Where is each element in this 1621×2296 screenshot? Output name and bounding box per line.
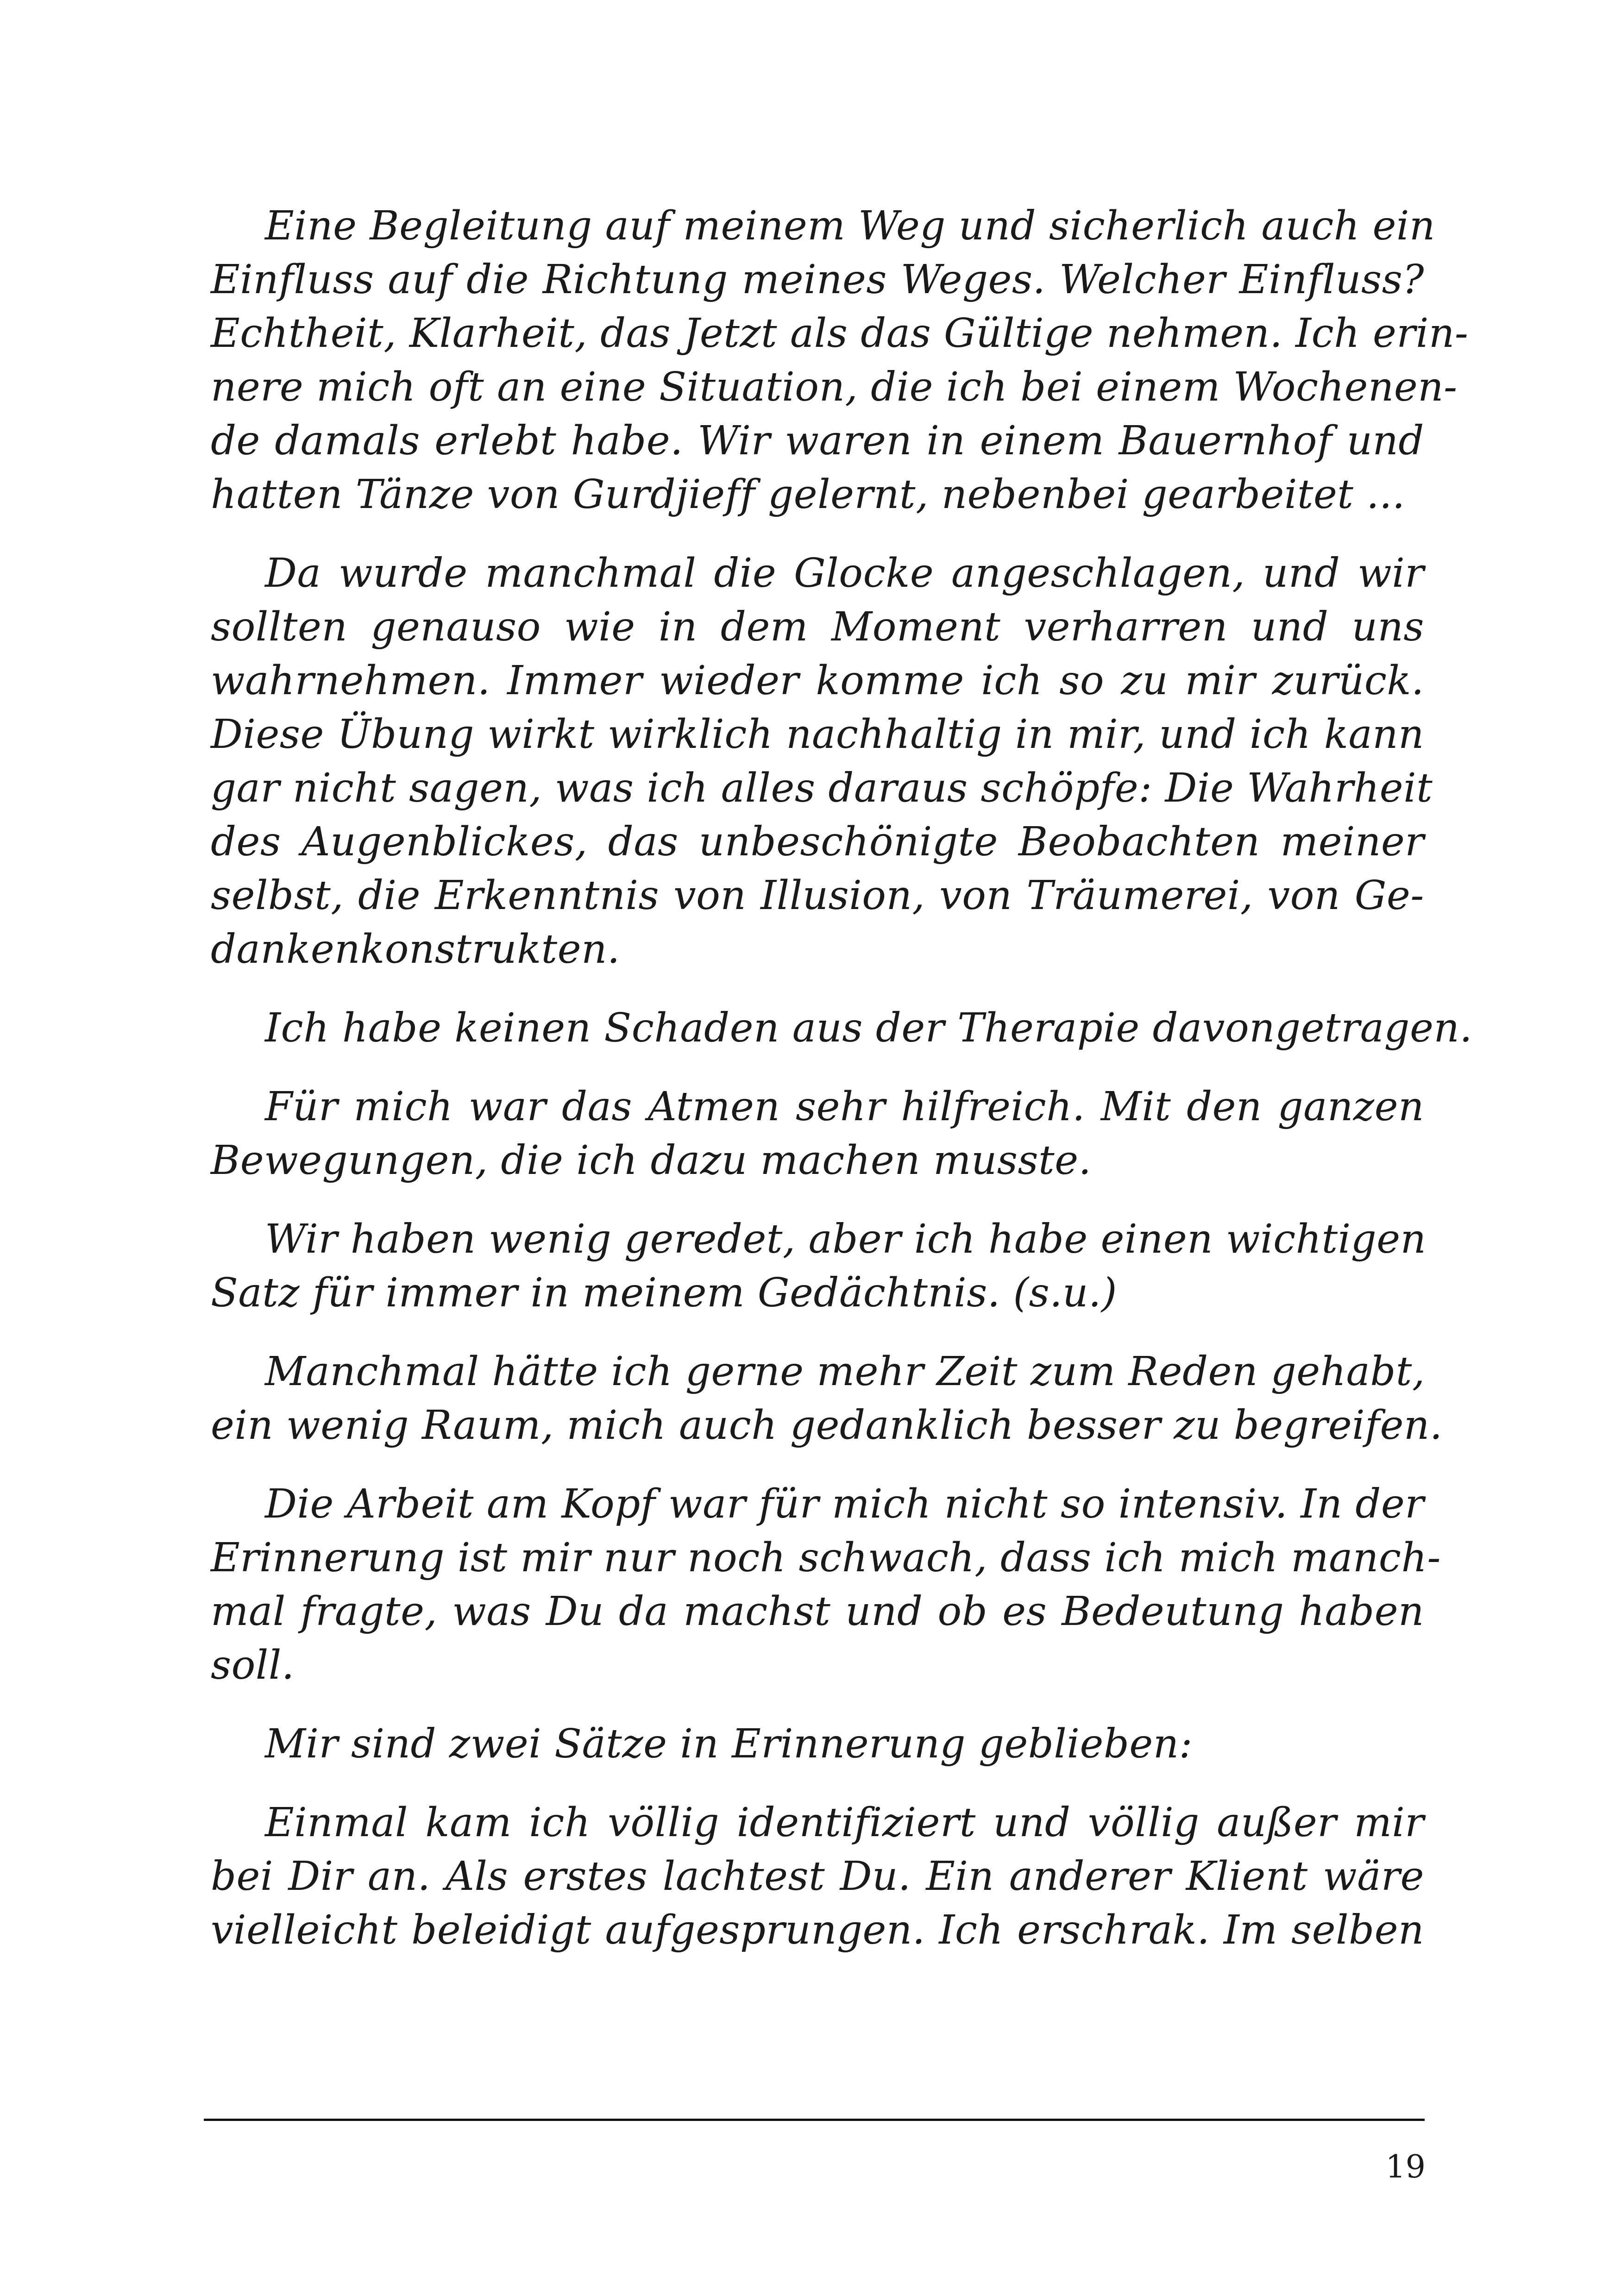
text-line: mal fragte, was Du da machst und ob es Bedeutung haben (211, 1588, 1424, 1635)
text-line: vielleicht beleidigt aufgesprungen. Ich erschrak. Im selben (211, 1907, 1424, 1953)
paragraph (211, 1477, 1441, 1692)
text-line: Manchmal hätte ich gerne mehr Zeit zum Reden gehabt, (265, 1349, 1425, 1395)
text-line: ein wenig Raum, mich auch gedanklich besser zu begreifen. (211, 1402, 1443, 1449)
body-text (211, 199, 1473, 1982)
text-line: Wir haben wenig geredet, aber ich habe einen wichtigen (265, 1216, 1426, 1262)
text-line: Satz für immer in meinem Gedächtnis. (s.u.) (211, 1270, 1117, 1316)
text-line: hatten Tänze von Gurdjieff gelernt, nebenbei gearbeitet ... (211, 471, 1405, 518)
text-line: selbst, die Erkenntnis von Illusion, von Träumerei, von Ge- (211, 872, 1424, 919)
text-line: soll. (211, 1642, 295, 1688)
paragraph (211, 1080, 1424, 1187)
text-line: Einfluss auf die Richtung meines Weges. Welcher Einfluss? (211, 257, 1424, 303)
text-line: des Augenblickes, das unbeschönigte Beobachten meiner (211, 819, 1424, 865)
text-line: wahrnehmen. Immer wieder komme ich so zu mir zurück. (211, 658, 1424, 704)
text-line: Für mich war das Atmen sehr hilfreich. Mit den ganzen (265, 1084, 1424, 1130)
text-line: Diese Übung wirkt wirklich nachhaltig in mir, und ich kann (211, 711, 1424, 758)
text-line: Mir sind zwei Sätze in Erinnerung geblieben: (265, 1721, 1193, 1767)
text-line: Da wurde manchmal die Glocke angeschlagen, und wir (265, 550, 1424, 596)
text-line: gar nicht sagen, was ich alles daraus schöpfe: Die Wahrheit (211, 765, 1433, 811)
text-line: Einmal kam ich völlig identifiziert und völlig außer mir (265, 1800, 1424, 1846)
text-line: Bewegungen, die ich dazu machen musste. (211, 1137, 1092, 1184)
text-line: Echtheit, Klarheit, das Jetzt als das Gültige nehmen. Ich erin- (211, 310, 1469, 357)
paragraph (211, 1796, 1424, 1957)
text-line: nere mich oft an eine Situation, die ich bei einem Wochenen- (211, 364, 1458, 410)
text-line: Erinnerung ist mir nur noch schwach, dass ich mich manch- (211, 1535, 1441, 1581)
paragraph (211, 1212, 1424, 1320)
paragraph (211, 1717, 1424, 1771)
text-line: dankenkonstrukten. (211, 926, 620, 972)
text-line: sollten genauso wie in dem Moment verharren und uns (211, 604, 1424, 650)
page-number: 19 (1385, 2149, 1426, 2185)
paragraph (211, 199, 1469, 521)
text-line: Ich habe keinen Schaden aus der Therapie davongetragen. (265, 1005, 1473, 1051)
text-line: bei Dir an. Als erstes lachtest Du. Ein anderer Klient wäre (211, 1853, 1424, 1900)
paragraph (211, 1001, 1473, 1055)
text-line: Die Arbeit am Kopf war für mich nicht so intensiv. In der (265, 1481, 1424, 1527)
paragraph (211, 546, 1433, 976)
text-line: Eine Begleitung auf meinem Weg und sicherlich auch ein (265, 203, 1435, 249)
text-line: de damals erlebt habe. Wir waren in einem Bauernhof und (211, 418, 1424, 464)
footer-rule (204, 2119, 1425, 2121)
paragraph (211, 1345, 1443, 1452)
